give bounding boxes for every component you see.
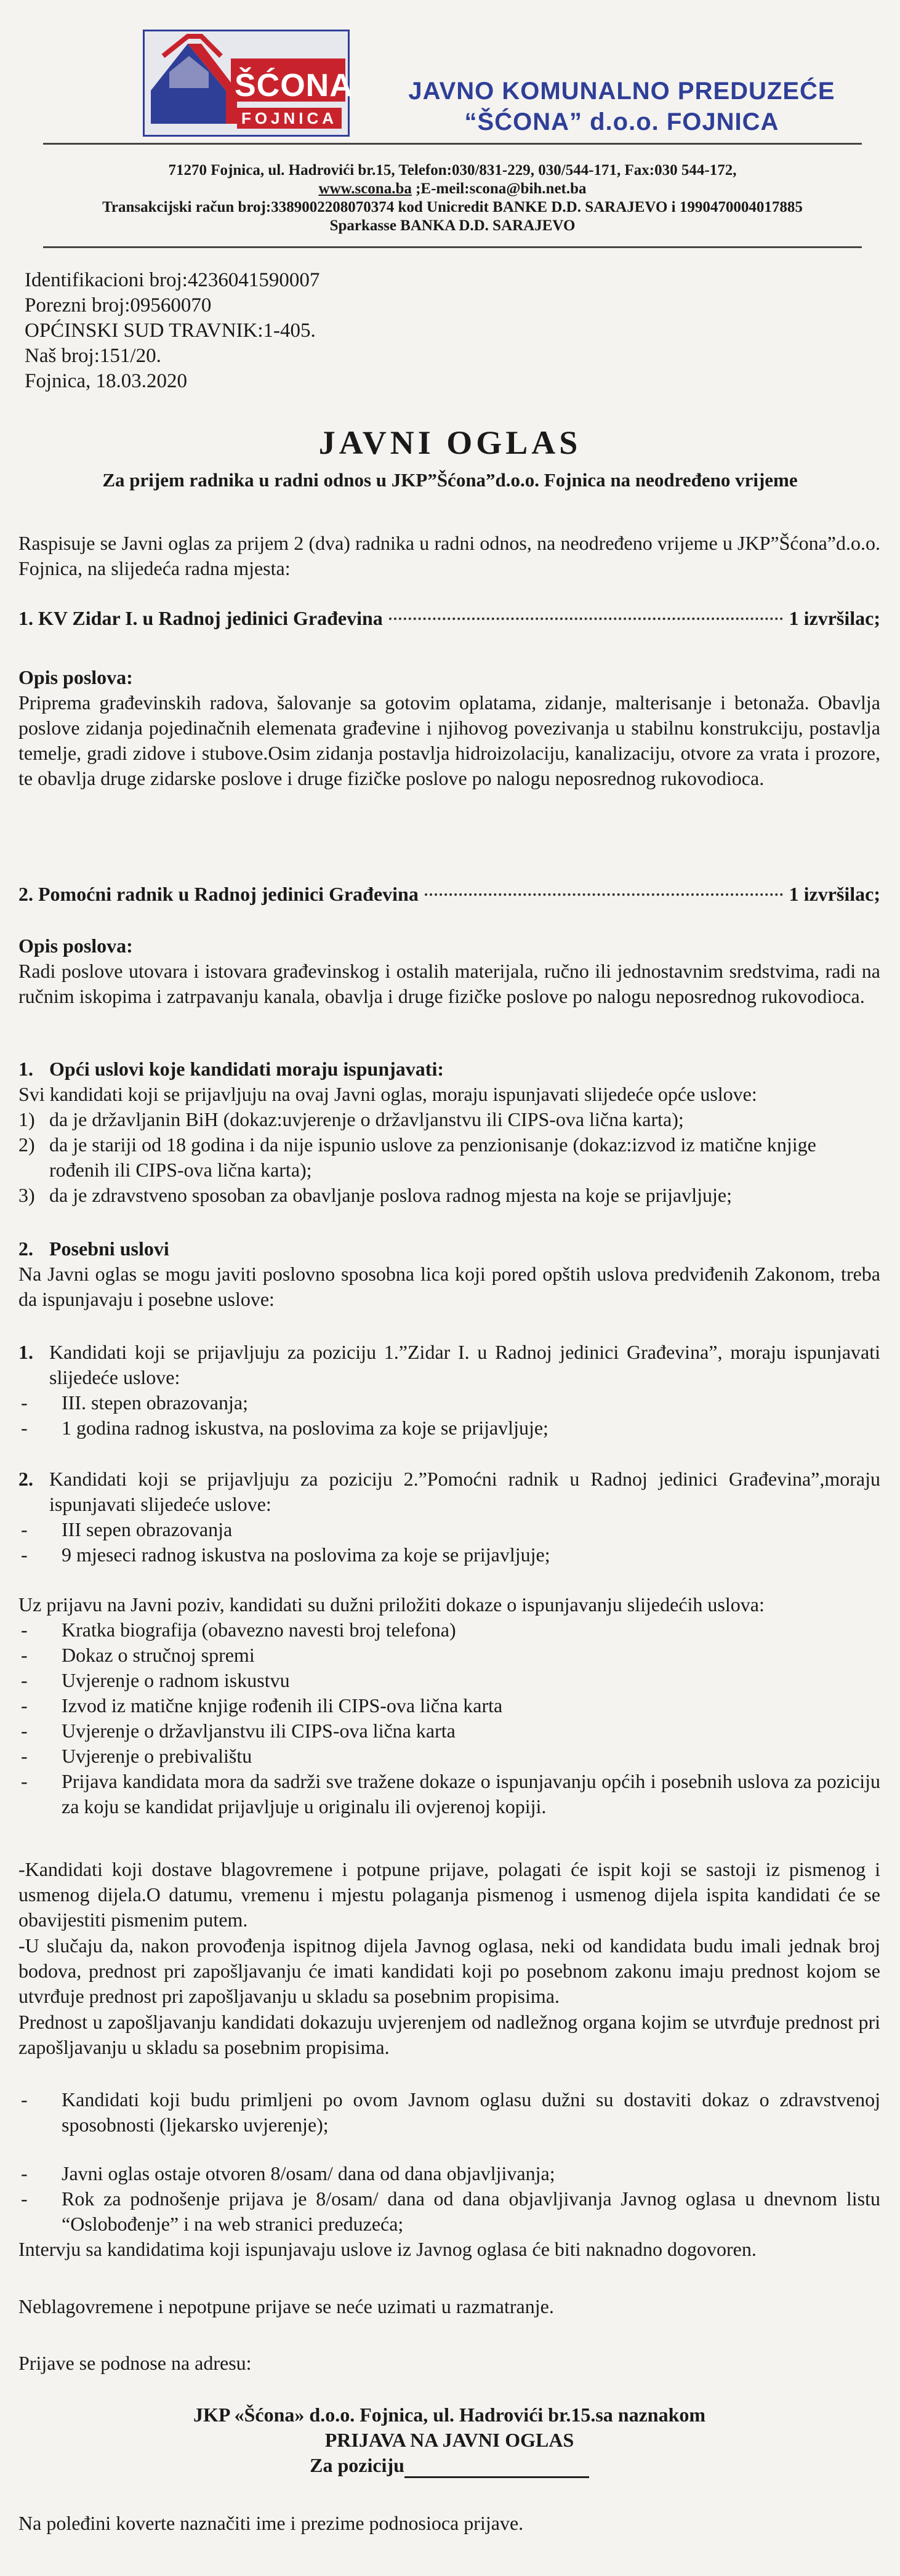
incomplete-note: Neblagovremene i nepotpune prijave se neće uzimati u razmatranje. xyxy=(18,2295,554,2317)
bank-line2: Sparkasse BANKA D.D. SARAJEVO xyxy=(329,217,576,234)
position-2-title: 2. Pomoćni radnik u Radnoj jedinici Građevina xyxy=(18,883,419,905)
list-item: - Dokaz o stručnoj spremi xyxy=(21,1644,255,1666)
documents-intro: Uz prijavu na Javni poziv, kandidati su dužni priložiti dokaze o ispunjavanju slijedećih uslova: xyxy=(18,1593,765,1616)
dot-leader xyxy=(425,893,783,896)
list-item: 3) da je zdravstveno sposoban za obavljanje poslova radnog mjesta na koje se prijavljuje; xyxy=(18,1184,732,1206)
description-heading: Opis poslova: xyxy=(18,666,133,688)
list-item: - III. stepen obrazovanja; xyxy=(21,1391,248,1414)
tax-number: Porezni broj:09560070 xyxy=(25,294,212,316)
address-line2: PRIJAVA NA JAVNI OGLAS xyxy=(324,2429,574,2451)
list-item: - Kratka biografija (obavezno navesti broj telefona) xyxy=(21,1619,456,1641)
position-2-line xyxy=(18,882,880,907)
header-divider-bottom xyxy=(43,246,862,248)
list-item: - 9 mjeseci radnog iskustva na poslovima za koje se prijavljuje; xyxy=(21,1544,550,1566)
description-heading: Opis poslova: xyxy=(18,935,133,957)
document-meta xyxy=(25,268,319,394)
list-item: - Prijava kandidata mora da sadrži sve tražene dokaze o ispunjavanju općih i posebnih uslova za poziciju za koju se kandidat prijavljuje u originalu ili ovjerenoj kopiji. xyxy=(21,1770,880,1817)
position-1-line xyxy=(18,606,880,631)
bank-line1: Transakcijski račun broj:3389002208070374 kod Unicredit BANKE D.D. SARAJEVO i 1990470004017885 xyxy=(102,199,803,215)
required-documents xyxy=(18,1592,880,1819)
special-group-1: 1. Kandidati koji se prijavljuju za poziciju 1.”Zidar I. u Radnoj jedinici Građevina”, moraju ispunjavati slijedeće uslove: - III. stepen obrazovanja; - 1 godina radnog iskustva, na poslovima za koje se prijavljuje; xyxy=(18,1340,880,1441)
footer-note: Na poleđini koverte naznačiti ime i prezime podnosioca prijave. xyxy=(18,2512,524,2534)
page-title: JAVNI OGLAS xyxy=(318,424,582,461)
contact-line xyxy=(43,180,862,198)
dot-leader xyxy=(389,618,783,620)
general-heading: 1. Opći uslovi koje kandidati moraju ispunjavati: xyxy=(18,1058,444,1080)
list-item: - 1 godina radnog iskustva, na poslovima za koje se prijavljuje; xyxy=(21,1417,548,1439)
logo-name: ŠĆONA xyxy=(235,68,353,103)
intro-paragraph: Raspisuje se Javni oglas za prijem 2 (dva) radnika u radni odnos, na neodređeno vrijeme u JKP”Šćona”d.o.o. Fojnica, na slijedeća radna mjesta: xyxy=(18,532,880,579)
position-1-title: 1. KV Zidar I. u Radnoj jedinici Građevina xyxy=(18,607,383,629)
logo-place: FOJNICA xyxy=(237,108,342,129)
position-field: Za poziciju xyxy=(18,2453,880,2478)
list-item: - Uvjerenje o prebivalištu xyxy=(21,1745,252,1767)
list-item: - Javni oglas ostaje otvoren 8/osam/ dana od dana objavljivanja; xyxy=(21,2162,555,2184)
id-number: Identifikacioni broj:4236041590007 xyxy=(25,269,320,291)
list-item: - Uvjerenje o državljanstvu ili CIPS-ova lična karta xyxy=(21,1720,456,1742)
submit-note: Prijave se podnose na adresu: xyxy=(18,2352,252,2374)
special-group-2: 2. Kandidati koji se prijavljuju za poziciju 2.”Pomoćni radnik u Radnoj jedinici Građevina”,moraju ispunjavati slijedeće uslove: - III sepen obrazovanja - 9 mjeseci radnog iskustva na poslovima za koje se prijavljuje; xyxy=(18,1467,880,1568)
submission-address xyxy=(18,2402,880,2478)
email-text: ;E-meil:scona@bih.net.ba xyxy=(411,180,587,197)
company-name-line1: JAVNO KOMUNALNO PREDUZEĆE xyxy=(408,78,835,105)
list-item: - Rok za podnošenje prijava je 8/osam/ dana od dana objavljivanja Javnog oglasa u dnevnom listu “Oslobođenje” i na web stranici preduzeća; xyxy=(21,2188,880,2235)
priority-note: -U slučaju da, nakon provođenja ispitnog dijela Javnog oglasa, neki od kandidata budu imali jednak broj bodova, prednost pri zapošljavanju će imati kandidati koji po posebnom zakonu imaju prednost kojom se utvrđuje prednost pri zapošljavanju u skladu sa posebnim propisima. xyxy=(18,1934,880,2007)
list-item: 2) da je stariji od 18 godina i da nije ispunio uslove za penzionisanje (dokaz:izvod iz matične knjige rođenih ili CIPS-ova lična karta); xyxy=(18,1133,816,1181)
position-2-count: 1 izvršilac; xyxy=(789,883,880,905)
court-register: OPĆINSKI SUD TRAVNIK:1-405. xyxy=(25,320,316,342)
list-item: 1) da je državljanin BiH (dokaz:uvjerenje o državljanstvu ili CIPS-ova lična karta); xyxy=(18,1108,684,1130)
position-1 xyxy=(18,606,880,631)
medical-note: - Kandidati koji budu primljeni po ovom Javnom oglasu dužni su dostaviti dokaz o zdravstvenoj sposobnosti (ljekarsko uvjerenje); xyxy=(21,2088,880,2136)
position-1-description xyxy=(18,665,880,791)
priority-proof-note: Prednost u zapošljavanju kandidati dokazuju uvjerenjem od nadležnog organa kojim se utvrđuje prednost pri zapošljavanju u skladu sa posebnim propisima. xyxy=(18,2011,880,2058)
document-date: Fojnica, 18.03.2020 xyxy=(25,370,187,392)
company-name-line2: “ŠĆONA” d.o.o. FOJNICA xyxy=(464,108,779,135)
header-divider xyxy=(43,143,862,145)
address-line: 71270 Fojnica, ul. Hadrovići br.15, Telefon:030/831-229, 030/544-171, Fax:030 544-172, xyxy=(168,162,737,179)
page-subtitle: Za prijem radnika u radni odnos u JKP”Šćona”d.o.o. Fojnica na neodređeno vrijeme xyxy=(102,469,798,491)
position-2 xyxy=(18,882,880,907)
deadline-notes xyxy=(18,2161,880,2262)
list-item: - III sepen obrazovanja xyxy=(21,1518,233,1540)
list-item: - Uvjerenje o radnom iskustvu xyxy=(21,1669,290,1691)
general-intro: Svi kandidati koji se prijavljuju na ovaj Javni oglas, moraju ispunjavati slijedeće opće uslove: xyxy=(18,1083,757,1105)
company-logo xyxy=(143,30,353,137)
position-2-description xyxy=(18,933,880,1009)
special-conditions xyxy=(18,1236,880,1312)
description-text: Radi poslove utovara i istovara građevinskog i ostalih materijala, ručno ili jednostavnim sredstvima, radi na ručnim iskopima i zatrpavanju kanala, obavlja i druge fizičke poslove po nalogu neposrednog rukovodioca. xyxy=(18,960,880,1007)
reference-number: Naš broj:151/20. xyxy=(25,345,161,367)
address-line1: JKP «Šćona» d.o.o. Fojnica, ul. Hadrovići br.15.sa naznakom xyxy=(193,2404,706,2426)
position-blank xyxy=(404,2458,589,2478)
description-text: Priprema građevinskih radova, šalovanje sa gotovim oplatama, zidanje, malterisanje i betonaža. Obavlja poslove zidanja pojedinačnih elemenata građevine i njihovog povezivanja u stabilnu konstrukciju, postavlja temelje, gradi zidove i stubove.Osim zidanja postavlja hidroizolaciju, kanalizaciju, otvore za vrata i prozore, te obavlja druge zidarske poslove i druge fizičke poslove po nalogu neposrednog rukovodioca. xyxy=(18,691,880,789)
special-intro: Na Javni oglas se mogu javiti poslovno sposobna lica koji pored opštih uslova predviđenih Zakonom, treba da ispunjavaju i posebne uslove: xyxy=(18,1263,880,1310)
exam-note: -Kandidati koji dostave blagovremene i potpune prijave, polagati će ispit koji se sastoji iz pismenog i usmenog dijela.O datumu, vremenu i mjestu polaganja pismenog i usmenog dijela ispita kandidati će se obavijestiti pismenim putem. xyxy=(18,1858,880,1931)
interview-note: Intervju sa kandidatima koji ispunjavaju uslove iz Javnog oglasa će biti naknadno dogovoren. xyxy=(18,2238,757,2260)
list-item: - Izvod iz matične knjige rođenih ili CIPS-ova lična karta xyxy=(21,1694,503,1717)
general-conditions xyxy=(18,1057,880,1208)
special-heading: 2. Posebni uslovi xyxy=(18,1238,169,1260)
position-1-count: 1 izvršilac; xyxy=(789,607,880,629)
website-link[interactable]: www.scona.ba xyxy=(318,180,412,197)
